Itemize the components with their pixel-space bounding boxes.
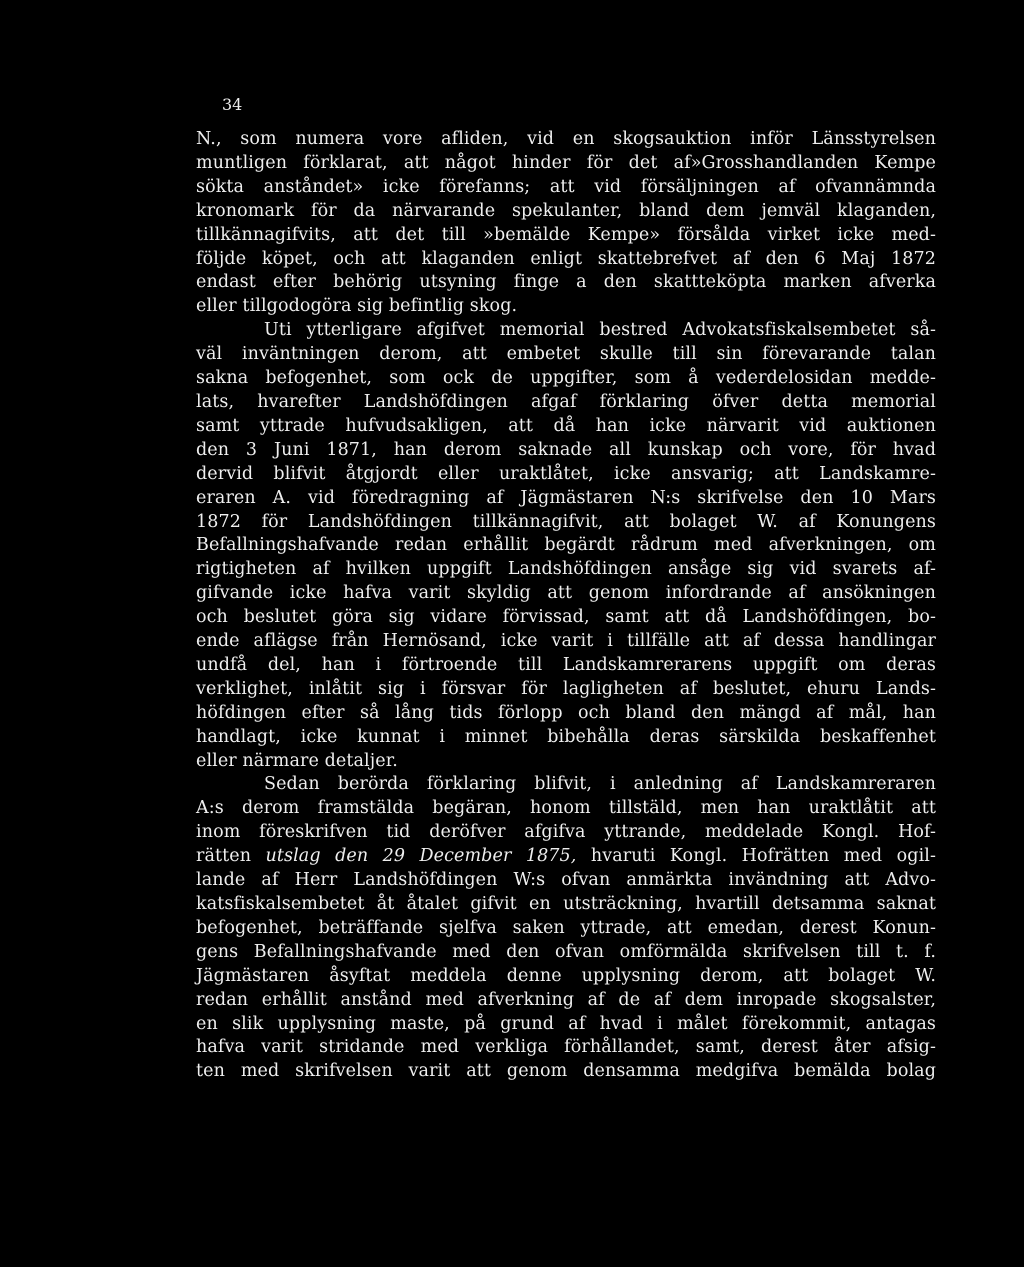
text-line: ten med skrifvelsen varit att genom densamma medgifva bemälda bolag: [196, 1061, 936, 1082]
text-line: tillkännagifvits, att det till »bemälde Kempe» försålda virket icke med-: [196, 224, 936, 245]
text-line: 1872 för Landshöfdingen tillkännagifvit, att bolaget W. af Konungens: [196, 511, 936, 532]
text-line: inom föreskrifven tid deröfver afgifva yttrande, meddelade Kongl. Hof-: [196, 822, 936, 843]
text-line: ende aflägse från Hernösand, icke varit i tillfälle att af dessa handlingar: [196, 631, 936, 652]
text-line: samt yttrade hufvudsakligen, att då han icke närvarit vid auktionen: [196, 415, 936, 436]
text-line: och beslutet göra sig vidare förvissad, samt att då Landshöfdingen, bo-: [196, 607, 936, 628]
body-text: [196, 128, 936, 1084]
text-line: rigtigheten af hvilken uppgift Landshöfdingen ansåge sig vid svarets af-: [196, 559, 936, 580]
text-line: en slik upplysning maste, på grund af hvad i målet förekommit, antagas: [196, 1013, 936, 1034]
text-line: gifvande icke hafva varit skyldig att genom infordrande af ansökningen: [196, 583, 936, 604]
text-line: sakna befogenhet, som ock de uppgifter, som å vederdelosidan medde-: [196, 368, 936, 389]
text-segment: rätten: [196, 846, 266, 867]
text-line: befogenhet, beträffande sjelfva saken yttrade, att emedan, derest Konun-: [196, 917, 936, 938]
text-line: undfå del, han i förtroende till Landskamrerarens uppgift om deras: [196, 654, 936, 675]
text-line: hafva varit stridande med verkliga förhållandet, samt, derest åter afsig-: [196, 1037, 936, 1058]
text-segment: hvaruti Kongl. Hofrätten med ogil-: [576, 846, 936, 867]
text-line: gens Befallningshafvande med den ofvan omförmälda skrifvelsen till t. f.: [196, 941, 936, 962]
text-line: handlagt, icke kunnat i minnet bibehålla deras särskilda beskaffenhet: [196, 726, 936, 747]
text-line: följde köpet, och att klaganden enligt skattebrefvet af den 6 Maj 1872: [196, 248, 936, 269]
text-line: [196, 845, 936, 869]
text-line: sökta anståndet» icke förefanns; att vid försäljningen af ofvannämnda: [196, 176, 936, 197]
text-line: väl inväntningen derom, att embetet skulle till sin förevarande talan: [196, 344, 936, 365]
page-number: 34: [222, 95, 243, 114]
text-line: eller närmare detaljer.: [196, 750, 398, 771]
text-line: lande af Herr Landshöfdingen W:s ofvan anmärkta invändning att Advo-: [196, 870, 936, 891]
text-line: endast efter behörig utsyning finge a den skattteköpta marken afverka: [196, 272, 936, 293]
text-line: muntligen förklarat, att något hinder för det af»Grosshandlanden Kempe: [196, 152, 936, 173]
text-line: redan erhållit anstånd med afverkning af de af dem inropade skogsalster,: [196, 989, 936, 1010]
text-line: katsfiskalsembetet åt åtalet gifvit en utsträckning, hvartill detsamma saknat: [196, 894, 936, 914]
text-line: Befallningshafvande redan erhållit begärdt rådrum med afverkningen, om: [196, 535, 936, 556]
italic-segment: utslag den 29 December 1875,: [265, 846, 577, 867]
text-line: N., som numera vore afliden, vid en skogsauktion inför Länsstyrelsen: [196, 129, 936, 149]
text-line: den 3 Juni 1871, han derom saknade all kunskap och vore, för hvad: [196, 439, 936, 460]
text-line: Sedan berörda förklaring blifvit, i anledning af Landskamreraren: [264, 774, 936, 795]
text-line: kronomark för da närvarande spekulanter, bland dem jemväl klaganden,: [196, 200, 936, 221]
text-line: Uti ytterligare afgifvet memorial bestred Advokatsfiskalsembetet så-: [264, 320, 936, 341]
text-line: eraren A. vid föredragning af Jägmästaren N:s skrifvelse den 10 Mars: [196, 487, 936, 508]
text-line: Jägmästaren åsyftat meddela denne upplysning derom, att bolaget W.: [196, 965, 936, 986]
text-line: eller tillgodogöra sig befintlig skog.: [196, 296, 518, 317]
text-line: lats, hvarefter Landshöfdingen afgaf förklaring öfver detta memorial: [196, 391, 936, 412]
text-line: verklighet, inlåtit sig i försvar för lagligheten af beslutet, ehuru Lands-: [196, 678, 936, 699]
text-line: höfdingen efter så lång tids förlopp och bland den mängd af mål, han: [196, 702, 936, 723]
text-line: dervid blifvit åtgjordt eller uraktlåtet, icke ansvarig; att Landskamre-: [196, 463, 936, 484]
text-line: A:s derom framstälda begäran, honom tillstäld, men han uraktlåtit att: [196, 798, 936, 819]
